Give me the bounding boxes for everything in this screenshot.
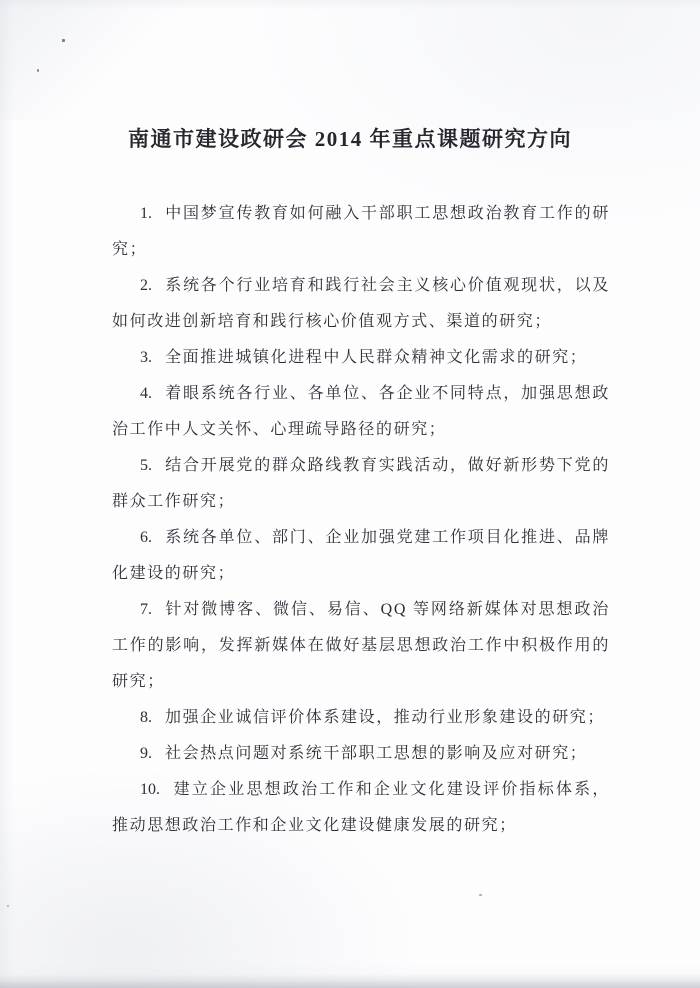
- list-item: [112, 736, 610, 772]
- item-number: 9.: [140, 745, 152, 762]
- item-text: 加强企业诚信评价体系建设，推动行业形象建设的研究；: [165, 709, 606, 726]
- scan-speck: [7, 905, 9, 907]
- scan-speck: [37, 69, 39, 72]
- item-number: 6.: [140, 529, 152, 546]
- item-number: 2.: [140, 277, 152, 294]
- scan-speck: [62, 39, 65, 42]
- paper-crease-shadow-top-left: [0, 0, 200, 120]
- item-number: 3.: [140, 349, 152, 366]
- item-number: 1.: [140, 205, 152, 222]
- item-text: 结合开展党的群众路线教育实践活动，做好新形势下党的群众工作研究；: [112, 457, 610, 510]
- item-text: 社会热点问题对系统干部职工思想的影响及应对研究；: [165, 745, 588, 762]
- paper-shadow-bottom-edge: [0, 974, 700, 988]
- list-item: [112, 340, 610, 376]
- list-item: [112, 448, 610, 520]
- item-number: 4.: [140, 385, 152, 402]
- item-number: 5.: [140, 457, 152, 474]
- document-title: 南通市建设政研会 2014 年重点课题研究方向: [128, 127, 572, 151]
- item-text: 中国梦宣传教育如何融入干部职工思想政治教育工作的研究；: [112, 205, 610, 258]
- item-text: 全面推进城镇化进程中人民群众精神文化需求的研究；: [165, 349, 588, 366]
- item-text: 系统各单位、部门、企业加强党建工作项目化推进、品牌化建设的研究；: [112, 529, 610, 582]
- item-text: 建立企业思想政治工作和企业文化建设评价指标体系，推动思想政治工作和企业文化建设健康发展的研究；: [112, 781, 610, 834]
- item-number: 8.: [140, 709, 152, 726]
- list-item: [112, 700, 610, 736]
- list-item: [112, 376, 610, 448]
- item-number: 10.: [140, 781, 160, 798]
- list-item: [112, 520, 610, 592]
- list-item: [112, 772, 610, 844]
- document-body: [112, 196, 610, 844]
- list-item: [112, 592, 610, 700]
- scan-speck: [479, 894, 482, 896]
- item-number: 7.: [140, 601, 152, 618]
- item-text: 系统各个行业培育和践行社会主义核心价值观现状，以及如何改进创新培育和践行核心价值观方式、渠道的研究；: [112, 277, 610, 330]
- list-item: [112, 268, 610, 340]
- item-text: 针对微博客、微信、易信、QQ 等网络新媒体对思想政治工作的影响，发挥新媒体在做好基层思想政治工作中积极作用的研究；: [112, 601, 610, 690]
- item-text: 着眼系统各行业、各单位、各企业不同特点，加强思想政治工作中人文关怀、心理疏导路径的研究；: [112, 385, 610, 438]
- list-item: [112, 196, 610, 268]
